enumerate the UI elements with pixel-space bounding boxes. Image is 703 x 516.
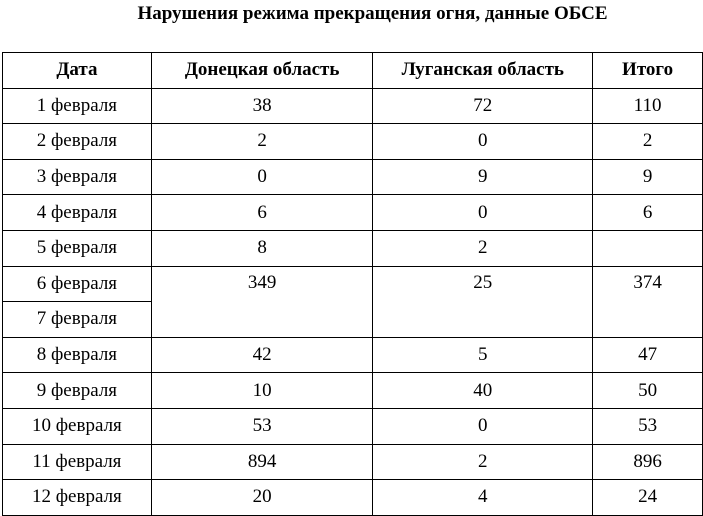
table-row <box>3 408 703 444</box>
total-cell: 50 <box>593 373 703 409</box>
table-row <box>3 88 703 124</box>
date-cell: 9 февраля <box>3 373 152 409</box>
date-cell: 5 февраля <box>3 230 152 266</box>
lugansk-cell: 0 <box>373 124 593 160</box>
table-row <box>3 159 703 195</box>
total-cell: 9 <box>593 159 703 195</box>
donetsk-cell: 53 <box>151 408 373 444</box>
lugansk-cell: 9 <box>373 159 593 195</box>
lugansk-cell: 72 <box>373 88 593 124</box>
date-cell: 2 февраля <box>3 124 152 160</box>
total-cell: 374 <box>593 266 703 337</box>
lugansk-cell: 25 <box>373 266 593 337</box>
column-header-total: Итого <box>593 53 703 89</box>
column-header-lugansk: Луганская область <box>373 53 593 89</box>
total-cell <box>593 230 703 266</box>
donetsk-cell: 42 <box>151 337 373 373</box>
total-cell: 24 <box>593 480 703 516</box>
total-cell: 110 <box>593 88 703 124</box>
table-row <box>3 444 703 480</box>
total-cell: 53 <box>593 408 703 444</box>
donetsk-cell: 8 <box>151 230 373 266</box>
total-cell: 6 <box>593 195 703 231</box>
lugansk-cell: 2 <box>373 230 593 266</box>
date-cell: 4 февраля <box>3 195 152 231</box>
table-row <box>3 337 703 373</box>
donetsk-cell: 2 <box>151 124 373 160</box>
date-cell: 11 февраля <box>3 444 152 480</box>
lugansk-cell: 0 <box>373 195 593 231</box>
column-header-date: Дата <box>3 53 152 89</box>
date-cell: 7 февраля <box>3 302 152 338</box>
lugansk-cell: 0 <box>373 408 593 444</box>
date-cell: 1 февраля <box>3 88 152 124</box>
donetsk-cell: 349 <box>151 266 373 337</box>
column-header-donetsk: Донецкая область <box>151 53 373 89</box>
donetsk-cell: 20 <box>151 480 373 516</box>
date-cell: 12 февраля <box>3 480 152 516</box>
table-row <box>3 266 703 302</box>
page-title: Нарушения режима прекращения огня, данные ОБСЕ <box>137 3 608 24</box>
table-row <box>3 195 703 231</box>
donetsk-cell: 10 <box>151 373 373 409</box>
donetsk-cell: 38 <box>151 88 373 124</box>
total-cell: 2 <box>593 124 703 160</box>
donetsk-cell: 6 <box>151 195 373 231</box>
date-cell: 3 февраля <box>3 159 152 195</box>
donetsk-cell: 894 <box>151 444 373 480</box>
table-row <box>3 124 703 160</box>
date-cell: 8 февраля <box>3 337 152 373</box>
lugansk-cell: 5 <box>373 337 593 373</box>
lugansk-cell: 4 <box>373 480 593 516</box>
total-cell: 47 <box>593 337 703 373</box>
lugansk-cell: 40 <box>373 373 593 409</box>
table-header-row <box>3 53 703 89</box>
date-cell: 6 февраля <box>3 266 152 302</box>
table-row <box>3 480 703 516</box>
ceasefire-violations-table <box>2 52 703 516</box>
table-row <box>3 373 703 409</box>
donetsk-cell: 0 <box>151 159 373 195</box>
table-row <box>3 230 703 266</box>
date-cell: 10 февраля <box>3 408 152 444</box>
total-cell: 896 <box>593 444 703 480</box>
lugansk-cell: 2 <box>373 444 593 480</box>
